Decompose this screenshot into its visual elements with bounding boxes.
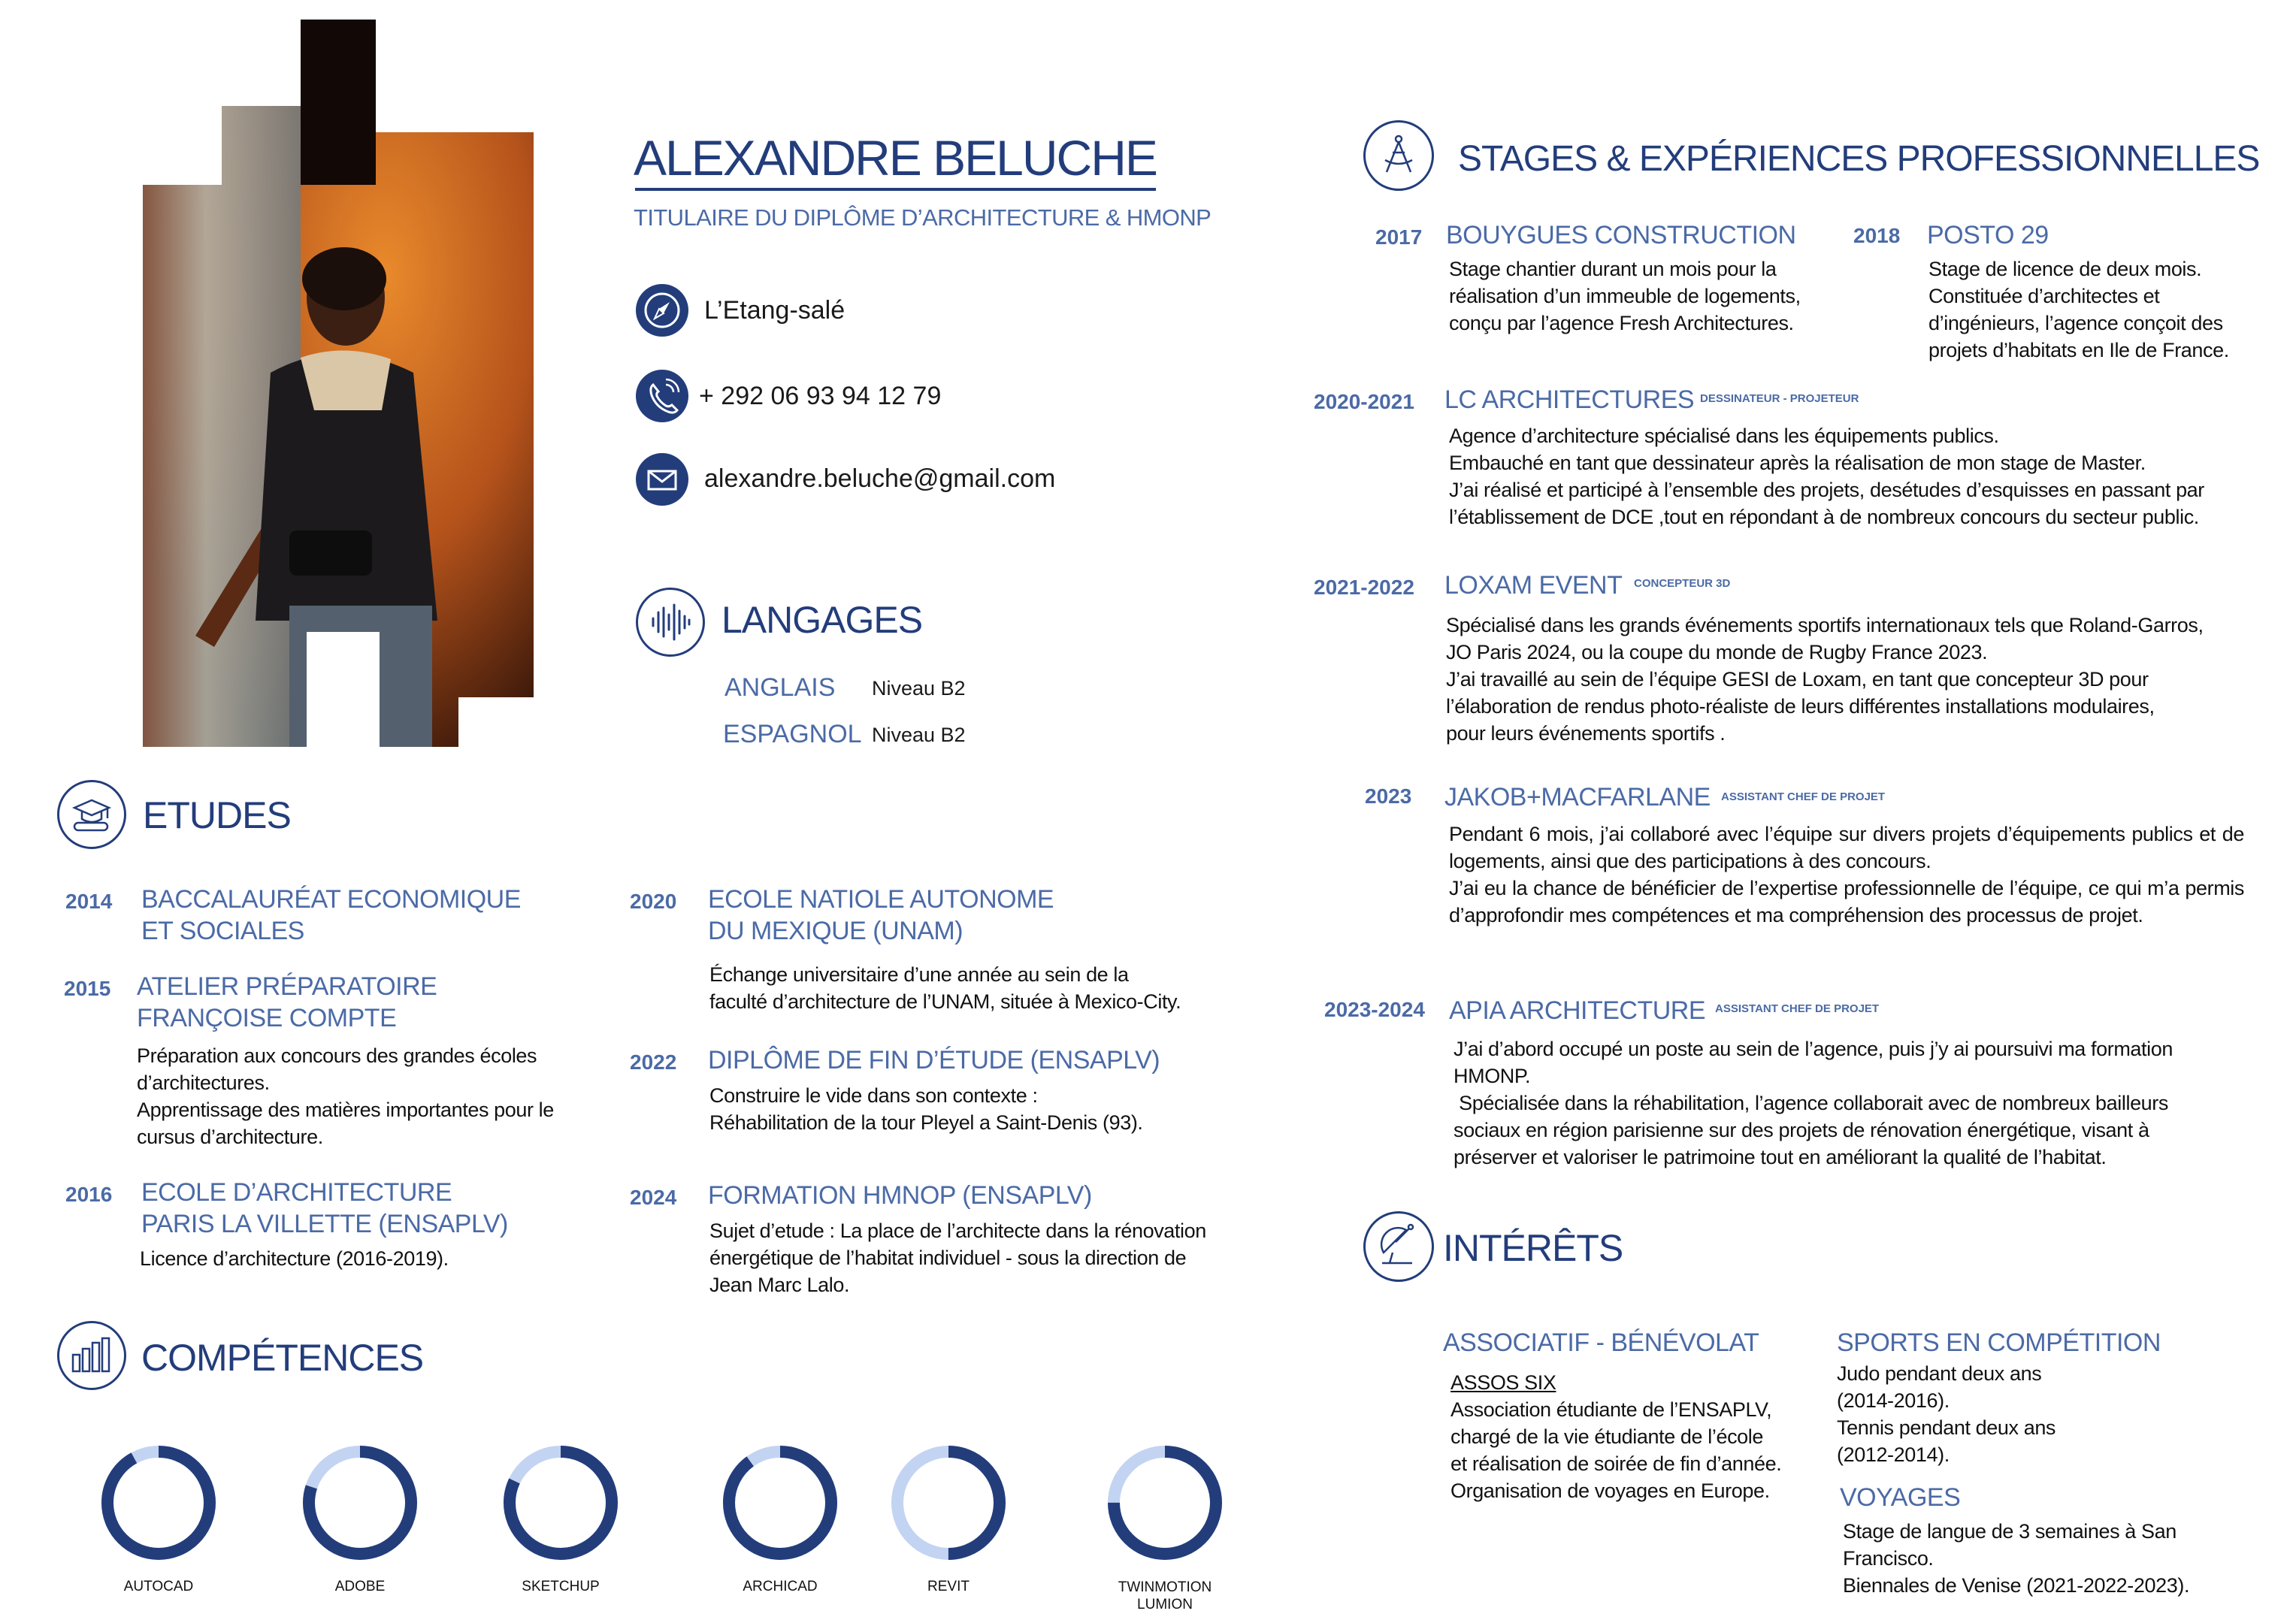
- experiences-icon: [1363, 120, 1434, 191]
- etude-title-3: ECOLE D’ARCHITECTURE PARIS LA VILLETTE (ENSAPLV): [141, 1178, 508, 1238]
- exp-company-3: LC ARCHITECTURES: [1444, 385, 1695, 414]
- etude-desc-3: Licence d’architecture (2016-2019).: [140, 1247, 449, 1270]
- exp-role-6: ASSISTANT CHEF DE PROJET: [1715, 1002, 1880, 1015]
- language-name-1: ANGLAIS: [724, 673, 836, 702]
- location-icon: [636, 284, 688, 337]
- exp-year-3: 2020-2021: [1314, 390, 1414, 413]
- experiences-title: STAGES & EXPÉRIENCES PROFESSIONNELLES: [1458, 139, 2260, 179]
- skill-label-4: ARCHICAD: [743, 1579, 818, 1594]
- etude-year-5: 2022: [630, 1050, 677, 1074]
- associatif-title: ASSOCIATIF - BÉNÉVOLAT: [1443, 1328, 1759, 1357]
- language-name-2: ESPAGNOL: [723, 720, 862, 748]
- phone-text[interactable]: + 292 06 93 94 12 79: [699, 382, 942, 410]
- interets-icon: [1363, 1211, 1434, 1282]
- location-text: L’Etang-salé: [704, 296, 845, 325]
- etudes-icon: [57, 780, 126, 849]
- exp-role-5: ASSISTANT CHEF DE PROJET: [1721, 790, 1886, 803]
- exp-desc-5: Pendant 6 mois, j’ai collaboré avec l’équipe sur divers projets d’équipements publics et de logements, ainsi que des participations à des concours. J’ai eu la chance de bénéficier de l’expertise professionnelle de l’équipe, ce qui m’a permis d’approfondir mes compétences et ma compréhension des processus de projet.: [1449, 823, 2244, 926]
- exp-year-6: 2023-2024: [1324, 998, 1425, 1021]
- exp-year-4: 2021-2022: [1314, 576, 1414, 599]
- interets-title: INTÉRÊTS: [1443, 1227, 1623, 1269]
- language-level-1: Niveau B2: [872, 677, 966, 700]
- exp-company-6: APIA ARCHITECTURE: [1449, 996, 1706, 1025]
- exp-desc-2: Stage de licence de deux mois. Constituée d’architectes et d’ingénieurs, l’agence conçoit des projets d’habitats en Ile de France.: [1928, 258, 2229, 361]
- etude-year-2: 2015: [64, 977, 111, 1000]
- languages-title: LANGAGES: [721, 599, 923, 641]
- etude-title-5: DIPLÔME DE FIN D’ÉTUDE (ENSAPLV): [708, 1046, 1160, 1074]
- competences-icon: [57, 1321, 126, 1390]
- etude-desc-5: Construire le vide dans son contexte : Réhabilitation de la tour Pleyel a Saint-Denis (93).: [709, 1084, 1143, 1134]
- etude-year-1: 2014: [65, 890, 113, 913]
- languages-icon: [636, 588, 705, 657]
- exp-role-4: CONCEPTEUR 3D: [1634, 577, 1731, 590]
- exp-company-2: POSTO 29: [1927, 221, 2049, 249]
- etude-title-2: ATELIER PRÉPARATOIRE FRANÇOISE COMPTE: [137, 972, 437, 1032]
- etude-desc-4: Échange universitaire d’une année au sein de la faculté d’architecture de l’UNAM, située à Mexico-City.: [709, 963, 1181, 1013]
- skills-chart: [75, 1428, 1263, 1578]
- exp-year-2: 2018: [1853, 224, 1901, 247]
- exp-company-5: JAKOB+MACFARLANE: [1444, 783, 1711, 812]
- exp-company-1: BOUYGUES CONSTRUCTION: [1446, 221, 1796, 249]
- skill-label-6: TWINMOTION LUMION: [1118, 1579, 1212, 1612]
- exp-desc-4: Spécialisé dans les grands événements sportifs internationaux tels que Roland-Garros, JO Paris 2024, ou la coupe du monde de Rugby France 2023. J’ai travaillé au sein de l’équipe GESI de Loxam, en tant que concepteur 3D pour l’élaboration de rendus photo-réaliste de leurs différentes installations modulaires, pour leurs événements sportifs .: [1446, 614, 2204, 745]
- profile-photo: [143, 20, 534, 750]
- exp-year-1: 2017: [1375, 225, 1423, 249]
- skill-label-5: REVIT: [927, 1579, 970, 1594]
- full-name: ALEXANDRE BELUCHE: [634, 130, 1157, 186]
- skill-label-2: ADOBE: [334, 1579, 386, 1594]
- exp-role-3: DESSINATEUR - PROJETEUR: [1700, 392, 1859, 405]
- subtitle: TITULAIRE DU DIPLÔME D’ARCHITECTURE & HMONP: [634, 204, 1212, 231]
- etudes-title: ETUDES: [143, 794, 291, 836]
- email-icon: [636, 453, 688, 506]
- sports-desc: Judo pendant deux ans (2014-2016). Tennis pendant deux ans (2012-2014).: [1837, 1362, 2056, 1466]
- associatif-org: ASSOS SIX: [1451, 1371, 1556, 1394]
- exp-year-5: 2023: [1365, 784, 1412, 808]
- etude-year-6: 2024: [630, 1186, 677, 1209]
- language-level-2: Niveau B2: [872, 724, 966, 746]
- exp-company-4: LOXAM EVENT: [1444, 571, 1623, 600]
- etude-year-4: 2020: [630, 890, 677, 913]
- exp-desc-1: Stage chantier durant un mois pour la réalisation d’un immeuble de logements, conçu par l’agence Fresh Architectures.: [1449, 258, 1801, 334]
- skill-ring-4: [729, 1452, 831, 1554]
- voyages-desc: Stage de langue de 3 semaines à San Francisco. Biennales de Venise (2021-2022-2023).: [1843, 1520, 2190, 1597]
- phone-icon: [636, 370, 688, 422]
- etude-desc-2: Préparation aux concours des grandes écoles d’architectures. Apprentissage des matières importantes pour le cursus d’architecture.: [137, 1044, 554, 1148]
- etude-title-6: FORMATION HMNOP (ENSAPLV): [708, 1181, 1092, 1210]
- exp-desc-3: Agence d’architecture spécialisé dans les équipements publics. Embauché en tant que dessinateur après la réalisation de mon stage de Master. J’ai réalisé et participé à l’ensemble des projets, desétudes d’esquisses en passant par l’établissement de DCE ,tout en répondant à de nombreux concours du secteur public.: [1449, 425, 2204, 528]
- etude-desc-6: Sujet d’etude : La place de l’architecte dans la rénovation énergétique de l’habitat individuel - sous la direction de Jean Marc Lalo.: [709, 1220, 1206, 1296]
- name-underline: [635, 188, 1156, 191]
- competences-title: COMPÉTENCES: [141, 1337, 424, 1379]
- associatif-desc: Association étudiante de l’ENSAPLV, chargé de la vie étudiante de l’école et réalisation de soirée de fin d’année. Organisation de voyages en Europe.: [1451, 1398, 1782, 1502]
- skill-label-1: AUTOCAD: [123, 1579, 194, 1594]
- skill-label-3: SKETCHUP: [522, 1579, 600, 1594]
- voyages-title: VOYAGES: [1840, 1483, 1961, 1512]
- etude-title-4: ECOLE NATIOLE AUTONOME DU MEXIQUE (UNAM): [708, 885, 1054, 945]
- sports-title: SPORTS EN COMPÉTITION: [1837, 1328, 2161, 1357]
- email-text[interactable]: alexandre.beluche@gmail.com: [704, 464, 1056, 493]
- exp-desc-6: J’ai d’abord occupé un poste au sein de l’agence, puis j’y ai poursuivi ma formation HMONP. Spécialisée dans la réhabilitation, l’agence collaborait avec de nombreux bailleurs sociaux en région parisienne sur des projets de rénovation énergétique, visant à préserver et valoriser le patrimoine tout en améliorant la qualité de l’habitat.: [1454, 1038, 2173, 1168]
- skill-ring-1: [107, 1452, 210, 1554]
- etude-year-3: 2016: [65, 1183, 113, 1206]
- etude-title-1: BACCALAURÉAT ECONOMIQUE ET SOCIALES: [141, 885, 521, 945]
